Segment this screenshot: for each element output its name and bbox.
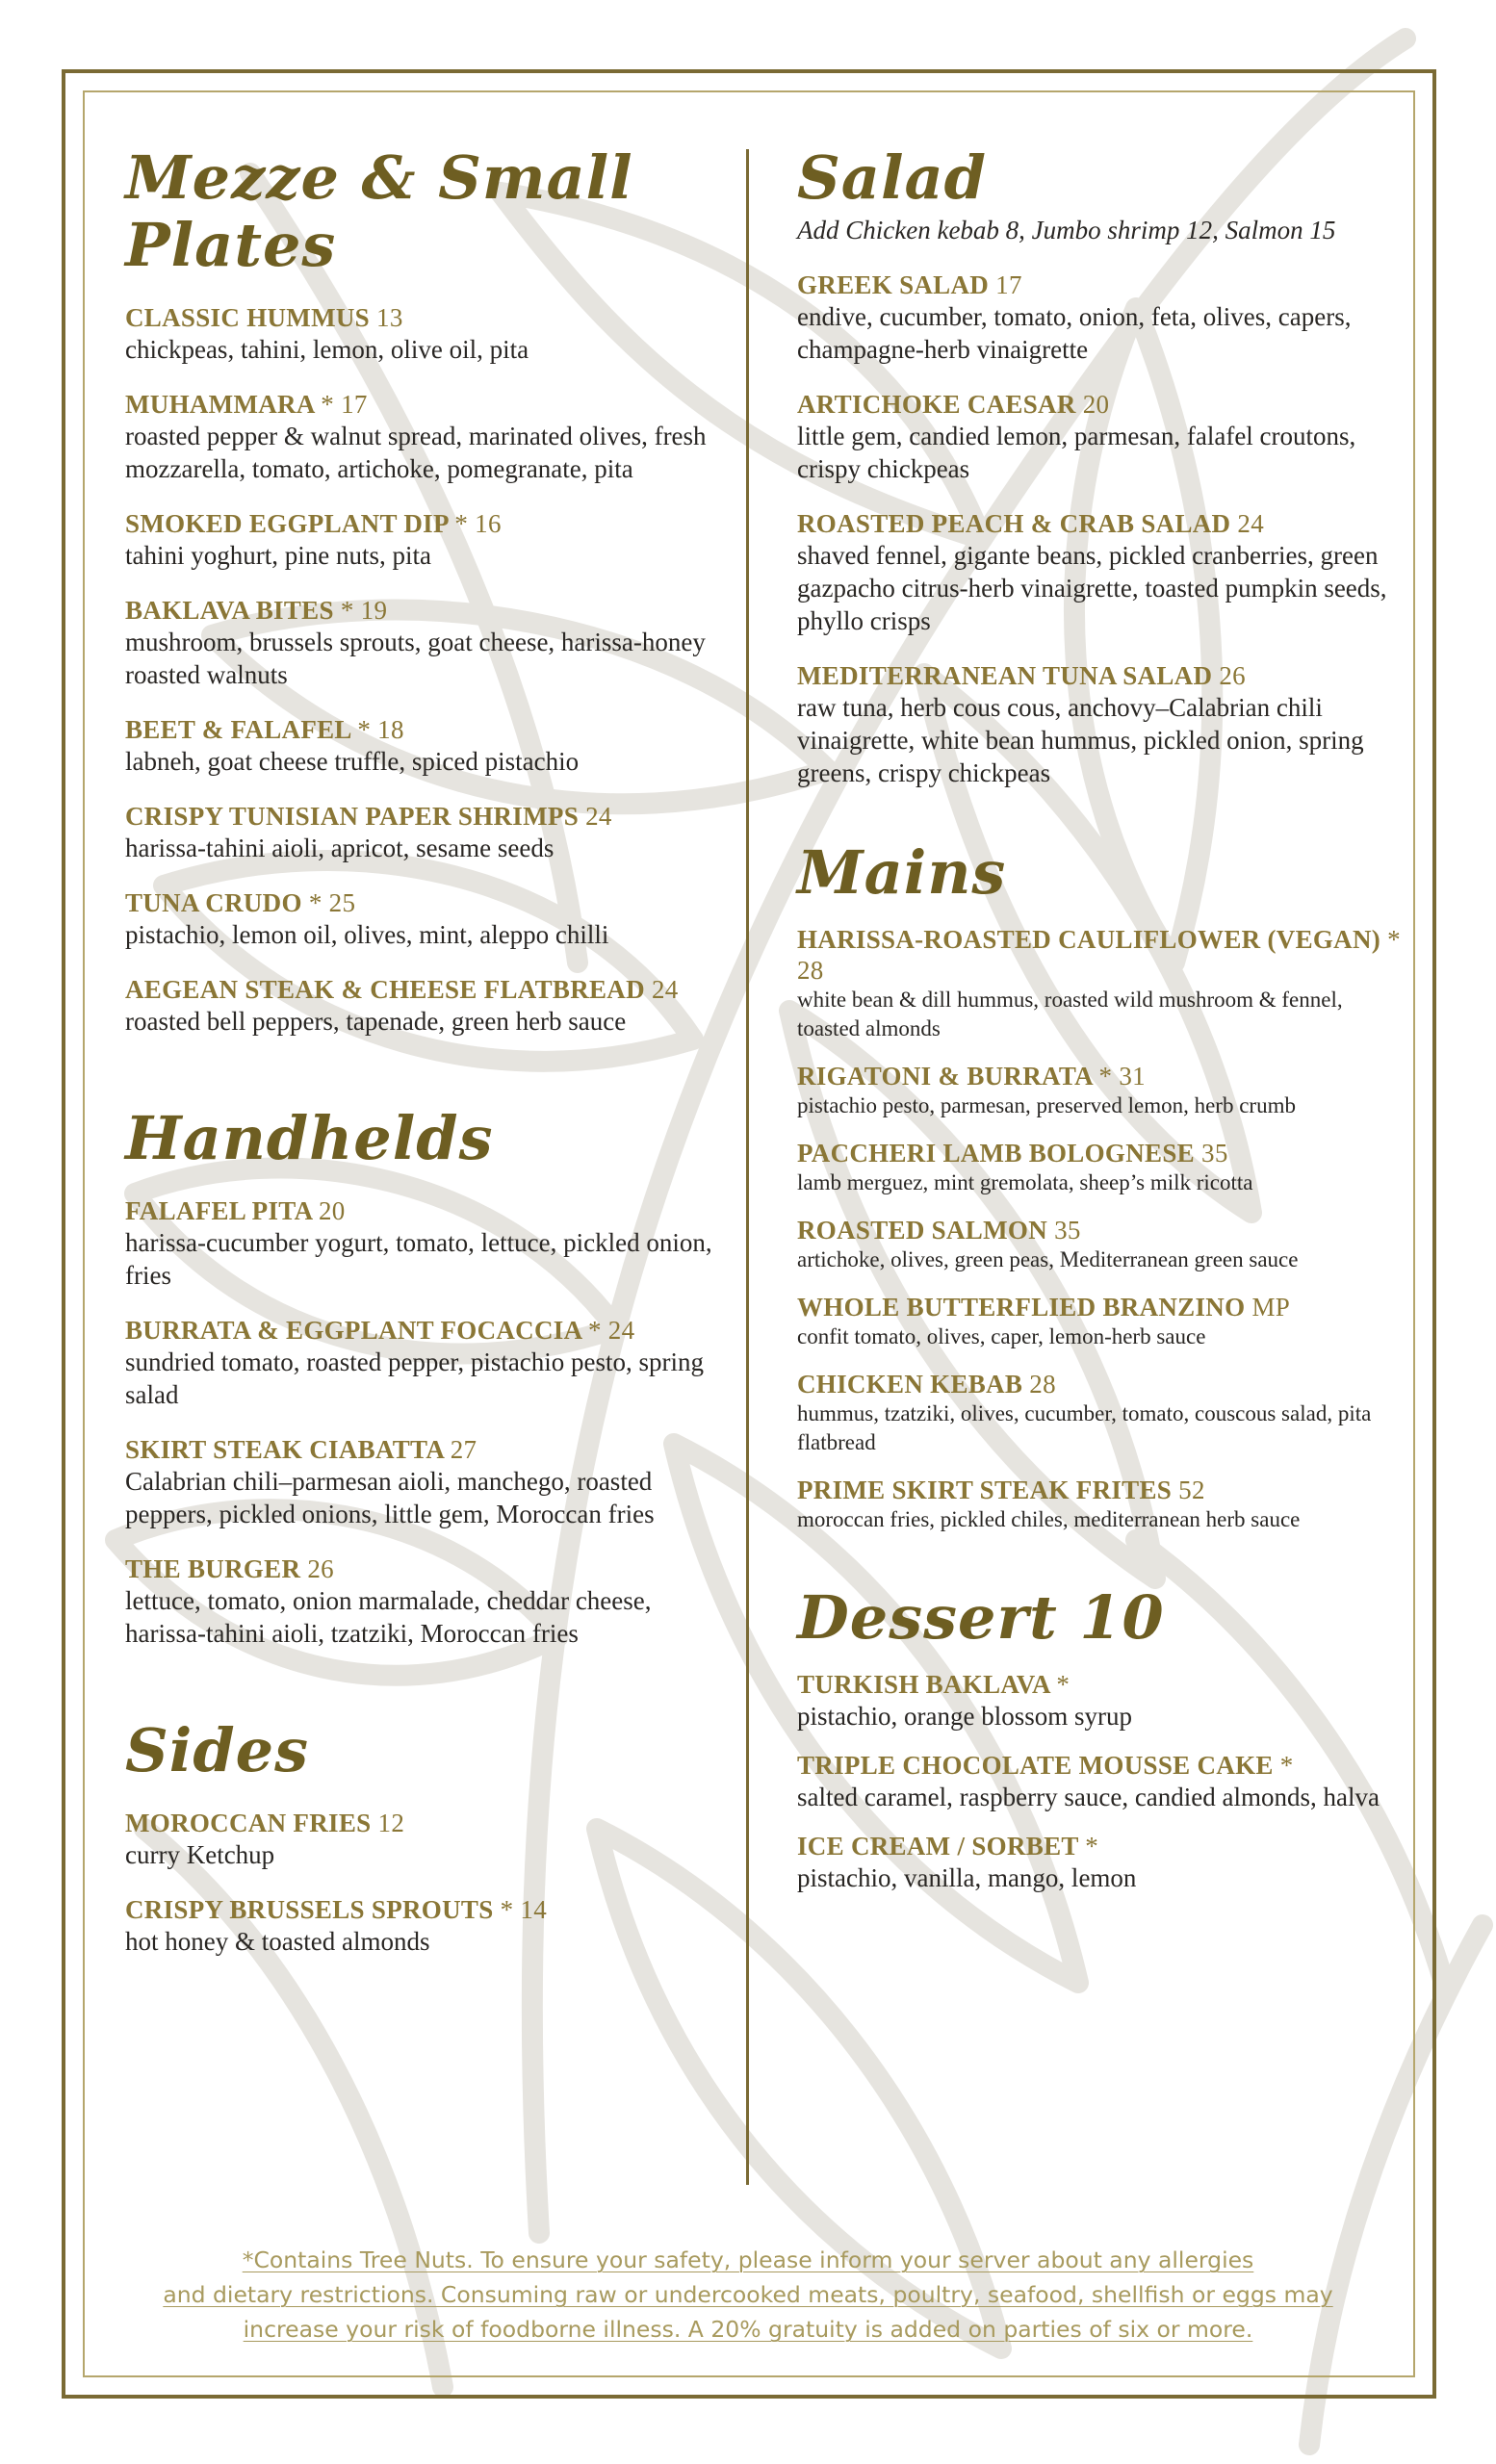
item-name: ARTICHOKE CAESAR [797,390,1076,419]
menu-item [797,1369,1404,1457]
item-price: 52 [1178,1476,1205,1504]
section-title-mains: Mains [797,837,1007,908]
menu-item [125,1553,732,1650]
menu-item [797,924,1404,1043]
section-title-handhelds: Handhelds [125,1103,494,1173]
item-name: MEDITERRANEAN TUNA SALAD [797,661,1213,690]
item-price: 26 [307,1554,334,1583]
item-description: harissa-cucumber yogurt, tomato, lettuce, pickled onion, fries [125,1228,712,1290]
menu-item [125,1434,732,1530]
item-price: 35 [1054,1216,1081,1245]
item-description: Calabrian chili–parmesan aioli, manchego, roasted peppers, pickled onions, little gem, Moroccan fries [125,1467,655,1528]
item-name: CLASSIC HUMMUS [125,303,370,332]
item-price: 20 [318,1196,346,1225]
item-name: TURKISH BAKLAVA [797,1670,1050,1699]
disclaimer-line: increase your risk of foodborne illness. A 20% gratuity is added on parties of six or more. [243,2316,1253,2343]
menu-item [125,389,732,485]
item-name: MUHAMMARA [125,390,315,419]
menu-item [797,389,1404,485]
menu-item [797,1061,1404,1120]
item-price: * 28 [797,925,1401,985]
disclaimer-line: *Contains Tree Nuts. To ensure your safety, please inform your server about any allergies [242,2246,1254,2273]
item-description: raw tuna, herb cous cous, anchovy–Calabrian chili vinaigrette, white bean hummus, pickled onion, spring greens, crispy chickpeas [797,693,1364,787]
item-name: BAKLAVA BITES [125,596,334,625]
item-description: pistachio pesto, parmesan, preserved lemon, herb crumb [797,1093,1296,1117]
menu-item [125,1315,732,1411]
section-title-mezze: Mezze & Small Plates [125,142,633,280]
menu-item [125,714,732,778]
menu-item [797,270,1404,366]
item-name: CRISPY BRUSSELS SPROUTS [125,1895,494,1924]
item-description: endive, cucumber, tomato, onion, feta, olives, capers, champagne-herb vinaigrette [797,302,1352,364]
item-price: * 16 [454,509,502,538]
section-salad [797,144,1404,789]
item-description: sundried tomato, roasted pepper, pistachio pesto, spring salad [125,1348,705,1409]
menu-item [797,1475,1404,1534]
item-name: CRISPY TUNISIAN PAPER SHRIMPS [125,802,580,831]
item-price: 24 [651,975,679,1004]
item-price: * 18 [357,715,404,744]
item-name: ROASTED PEACH & CRAB SALAD [797,509,1231,538]
item-description: tahini yoghurt, pine nuts, pita [125,541,431,570]
section-title-salad: Salad [797,142,988,213]
item-price: MP [1251,1293,1291,1322]
item-price: 20 [1082,390,1110,419]
item-price: 26 [1219,661,1246,690]
column-divider [746,149,749,2185]
menu-item [797,1138,1404,1197]
item-price: 17 [995,270,1022,299]
menu-item [125,1808,732,1871]
item-name: RIGATONI & BURRATA [797,1062,1093,1091]
item-name: GREEK SALAD [797,270,990,299]
item-description: hot honey & toasted almonds [125,1927,430,1956]
section-dessert [797,1584,1404,1894]
item-price: * 31 [1098,1062,1146,1091]
item-description: chickpeas, tahini, lemon, olive oil, pita [125,335,529,364]
item-price: 24 [585,802,612,831]
item-price: * 25 [308,888,356,917]
item-name: MOROCCAN FRIES [125,1809,372,1837]
item-name: TRIPLE CHOCOLATE MOUSSE CAKE [797,1751,1274,1780]
item-name: ICE CREAM / SORBET [797,1832,1079,1861]
allergy-disclaimer [125,2243,1371,2347]
item-description: white bean & dill hummus, roasted wild mushroom & fennel, toasted almonds [797,988,1343,1040]
menu-right-column [797,144,1404,1894]
menu-item [125,508,732,572]
item-price: * 17 [321,390,368,419]
item-price: * 14 [500,1895,548,1924]
item-price: * 19 [340,596,388,625]
menu-item [797,1292,1404,1351]
section-mains [797,839,1404,1534]
item-name: SMOKED EGGPLANT DIP [125,509,449,538]
section-title-sides: Sides [125,1715,310,1785]
menu-item [125,1195,732,1292]
item-name: TUNA CRUDO [125,888,302,917]
item-description: roasted pepper & walnut spread, marinated olives, fresh mozzarella, tomato, artichoke, pomegranate, pita [125,422,707,483]
item-price: * [1085,1832,1099,1861]
item-name: SKIRT STEAK CIABATTA [125,1435,444,1464]
item-name: CHICKEN KEBAB [797,1370,1023,1399]
item-description: roasted bell peppers, tapenade, green herb sauce [125,1007,627,1036]
item-description: lettuce, tomato, onion marmalade, cheddar cheese, harissa-tahini aioli, tzatziki, Moroccan fries [125,1586,652,1648]
item-price: 28 [1029,1370,1056,1399]
item-description: hummus, tzatziki, olives, cucumber, tomato, couscous salad, pita flatbread [797,1401,1372,1454]
item-description: pistachio, orange blossom syrup [797,1702,1132,1731]
item-price: * 24 [587,1316,635,1345]
item-description: pistachio, vanilla, mango, lemon [797,1863,1137,1892]
item-price: 35 [1201,1139,1228,1168]
item-name: WHOLE BUTTERFLIED BRANZINO [797,1293,1246,1322]
item-description: curry Ketchup [125,1840,275,1869]
menu-item [797,1215,1404,1274]
salad-add-ons-note: Add Chicken kebab 8, Jumbo shrimp 12, Salmon 15 [797,216,1336,244]
menu-item [125,974,732,1038]
item-price: * [1279,1751,1294,1780]
item-description: pistachio, lemon oil, olives, mint, aleppo chilli [125,920,609,949]
item-price: 12 [377,1809,405,1837]
item-name: FALAFEL PITA [125,1196,312,1225]
menu-item [797,1669,1404,1732]
item-name: ROASTED SALMON [797,1216,1047,1245]
menu-item [797,660,1404,789]
section-mezze [125,144,732,1038]
item-description: shaved fennel, gigante beans, pickled cranberries, green gazpacho citrus-herb vinaigrette, toasted pumpkin seeds, phyllo crisps [797,541,1387,635]
menu-item [797,1750,1404,1813]
section-sides [125,1717,732,1958]
item-description: lamb merguez, mint gremolata, sheep’s milk ricotta [797,1170,1253,1194]
menu-left-column [125,144,732,1958]
disclaimer-line: and dietary restrictions. Consuming raw or undercooked meats, poultry, seafood, shellfish or eggs may [163,2281,1333,2308]
item-price: 27 [450,1435,477,1464]
item-price: * [1056,1670,1070,1699]
menu-item [797,1831,1404,1894]
item-description: little gem, candied lemon, parmesan, falafel croutons, crispy chickpeas [797,422,1356,483]
item-name: AEGEAN STEAK & CHEESE FLATBREAD [125,975,645,1004]
item-description: confit tomato, olives, caper, lemon-herb sauce [797,1324,1206,1348]
item-description: artichoke, olives, green peas, Mediterranean green sauce [797,1247,1299,1271]
item-price: 24 [1237,509,1265,538]
item-description: mushroom, brussels sprouts, goat cheese, harissa-honey roasted walnuts [125,628,706,689]
item-name: HARISSA-ROASTED CAULIFLOWER (VEGAN) [797,925,1381,954]
section-handhelds [125,1105,732,1650]
item-name: BEET & FALAFEL [125,715,351,744]
menu-item [125,1894,732,1958]
item-name: PACCHERI LAMB BOLOGNESE [797,1139,1195,1168]
item-description: salted caramel, raspberry sauce, candied almonds, halva [797,1783,1380,1811]
menu-item [797,508,1404,637]
section-title-dessert: Dessert 10 [797,1582,1165,1653]
item-description: harissa-tahini aioli, apricot, sesame seeds [125,834,555,862]
menu-item [125,887,732,951]
menu-item [125,595,732,691]
item-description: labneh, goat cheese truffle, spiced pistachio [125,747,580,776]
menu-item [125,801,732,864]
menu-item [125,302,732,366]
item-name: THE BURGER [125,1554,301,1583]
item-name: BURRATA & EGGPLANT FOCACCIA [125,1316,581,1345]
item-price: 13 [376,303,403,332]
item-name: PRIME SKIRT STEAK FRITES [797,1476,1173,1504]
item-description: moroccan fries, pickled chiles, mediterranean herb sauce [797,1507,1301,1531]
